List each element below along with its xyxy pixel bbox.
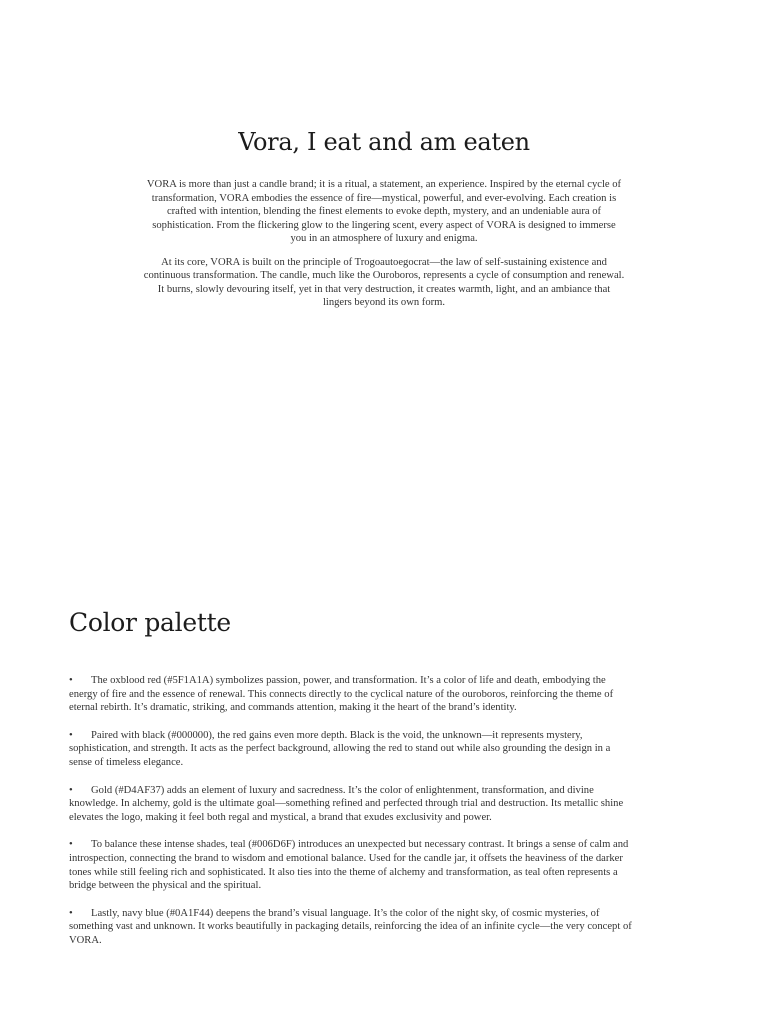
bullet-mark: • xyxy=(69,839,73,851)
palette-item-text: The oxblood red (#5F1A1A) symbolizes passion, power, and transformation. It’s a color of life and death, embodying the energy of fire and the essence of renewal. This connects directly to the cyclical nature of the ouroboros, reinforcing the theme of eternal rebirth. It’s dramatic, striking, and commands attention, making it the heart of the brand’s identity. xyxy=(69,675,614,714)
palette-item-black xyxy=(69,729,633,770)
palette-item-navy xyxy=(69,907,633,948)
bullet-mark: • xyxy=(69,675,73,686)
color-palette-list xyxy=(69,674,633,962)
palette-item-text: Paired with black (#000000), the red gains even more depth. Black is the void, the unknown—it represents mystery, sophistication, and strength. It acts as the perfect background, allowing the red to stand out while also grounding the design in a sense of timeless elegance. xyxy=(69,729,611,768)
bullet-mark: • xyxy=(69,729,73,741)
page-title: Vora, I eat and am eaten xyxy=(238,128,530,156)
bullet-mark: • xyxy=(69,784,73,796)
palette-item-gold xyxy=(69,784,633,825)
color-palette-heading: Color palette xyxy=(69,608,231,637)
intro-paragraph: VORA is more than just a candle brand; it is a ritual, a statement, an experience. Inspired by the eternal cycle of transformation, VORA embodies the essence of fire—mystical, powerful, and ever-evolving. Each creation is crafted with intention, blending the finest elements to evoke depth, mystery, and an undeniable aura of sophistication. From the flickering glow to the lingering scent, every aspect of VORA is designed to immerse you in an atmosphere of luxury and enigma. xyxy=(146,179,622,244)
bullet-mark: • xyxy=(69,907,73,919)
palette-item-teal xyxy=(69,838,633,892)
intro-paragraph: At its core, VORA is built on the principle of Trogoautoegocrat—the law of self-sustaining existence and continuous transformation. The candle, much like the Ouroboros, represents a cycle of consumption and renewal. It burns, slowly devouring itself, yet in that very destruction, it creates warmth, light, and an ambiance that lingers beyond its own form. xyxy=(143,256,625,308)
palette-item-text: Lastly, navy blue (#0A1F44) deepens the brand’s visual language. It’s the color of the night sky, of cosmic mysteries, of something vast and unknown. It works beautifully in packaging details, reinforcing the idea of an infinite cycle—the very concept of VORA. xyxy=(69,907,632,946)
palette-item-text: To balance these intense shades, teal (#006D6F) introduces an unexpected but necessary contrast. It brings a sense of calm and introspection, connecting the brand to wisdom and emotional balance. Used for the candle jar, it offsets the heaviness of the darker tones while still feeling rich and sophisticated. It also ties into the theme of alchemy and transformation, as teal often represents a bridge between the physical and the spiritual. xyxy=(69,839,629,892)
intro-section xyxy=(143,178,625,320)
palette-item-text: Gold (#D4AF37) adds an element of luxury and sacredness. It’s the color of enlightenment, transformation, and divine knowledge. In alchemy, gold is the ultimate goal—something refined and perfected through trial and destruction. Its metallic shine elevates the logo, making it feel both regal and mystical, a brand that exudes exclusivity and power. xyxy=(69,784,624,823)
palette-item-oxblood xyxy=(69,674,633,715)
